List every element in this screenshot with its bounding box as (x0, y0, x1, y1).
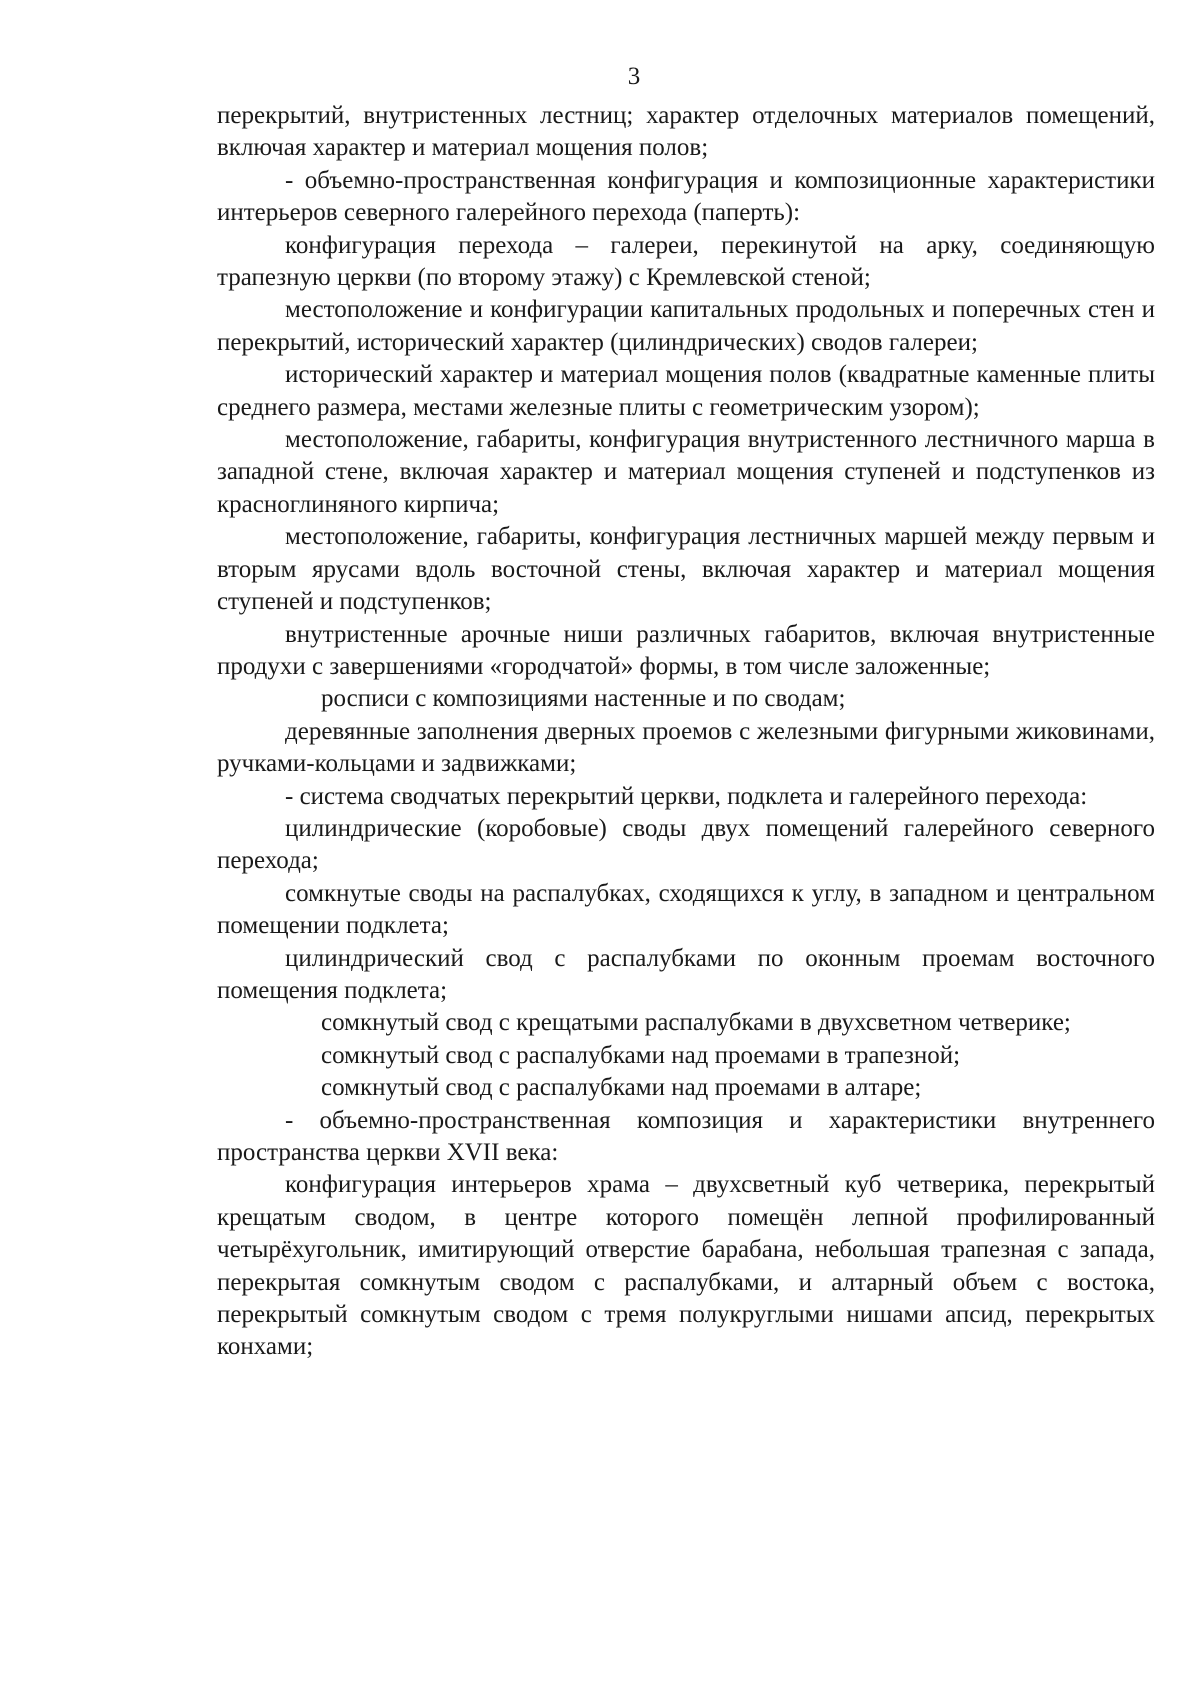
paragraph: деревянные заполнения дверных проемов с железными фигурными жиковинами, ручками-кольцами и задвижками; (217, 717, 1155, 778)
document-body (217, 100, 1155, 1364)
paragraph: - объемно-пространственная конфигурация и композиционные характеристики интерьеров северного галерейного перехода (паперть): (217, 166, 1155, 227)
paragraph: сомкнутый свод с распалубками над проемами в алтаре; (321, 1074, 922, 1102)
paragraph: местоположение, габариты, конфигурация внутристенного лестничного марша в западной стене, включая характер и материал мощения ступеней и подступенков из красноглиняного кирпича; (217, 426, 1155, 518)
paragraph: росписи с композициями настенные и по сводам; (321, 685, 846, 713)
paragraph: - система сводчатых перекрытий церкви, подклета и галерейного перехода: (285, 782, 1088, 810)
paragraph: сомкнутый свод с распалубками над проемами в трапезной; (321, 1041, 961, 1069)
paragraph: перекрытий, внутристенных лестниц; характер отделочных материалов помещений, включая характер и материал мощения полов; (217, 102, 1155, 162)
paragraph: исторический характер и материал мощения полов (квадратные каменные плиты среднего размера, местами железные плиты с геометрическим узором); (217, 361, 1155, 421)
paragraph: конфигурация перехода – галереи, перекинутой на арку, соединяющую трапезную церкви (по второму этажу) с Кремлевской стеной; (217, 231, 1155, 292)
paragraph: цилиндрический свод с распалубками по оконным проемам восточного помещения подклета; (217, 944, 1155, 1004)
paragraph: местоположение и конфигурации капитальных продольных и поперечных стен и перекрытий, исторический характер (цилиндрических) сводов галереи; (217, 296, 1155, 356)
paragraph: местоположение, габариты, конфигурация лестничных маршей между первым и вторым ярусами вдоль восточной стены, включая характер и материал мощения ступеней и подступенков; (217, 523, 1155, 616)
paragraph: цилиндрические (коробовые) своды двух помещений галерейного северного перехода; (217, 814, 1155, 875)
paragraph: внутристенные арочные ниши различных габаритов, включая внутристенные продухи с завершениями «городчатой» формы, в том числе заложенные; (217, 620, 1155, 680)
paragraph: сомкнутые своды на распалубках, сходящихся к углу, в западном и центральном помещении подклета; (217, 879, 1155, 940)
paragraph: конфигурация интерьеров храма – двухсветный куб четверика, перекрытый крещатым сводом, в центре которого помещён лепной профилированный четырёхугольник, имитирующий отверстие барабана, небольшая трапезная с запада, перекрытая сомкнутым сводом с распалубками, и алтарный объем с востока, перекрытый сомкнутым сводом с тремя полукруглыми нишами апсид, перекрытых конхами; (217, 1171, 1155, 1361)
paragraph: - объемно-пространственная композиция и характеристики внутреннего пространства церкви XVII века: (217, 1106, 1155, 1166)
paragraph: сомкнутый свод с крещатыми распалубками в двухсветном четверике; (321, 1009, 1071, 1037)
page-number: 3 (627, 63, 641, 90)
